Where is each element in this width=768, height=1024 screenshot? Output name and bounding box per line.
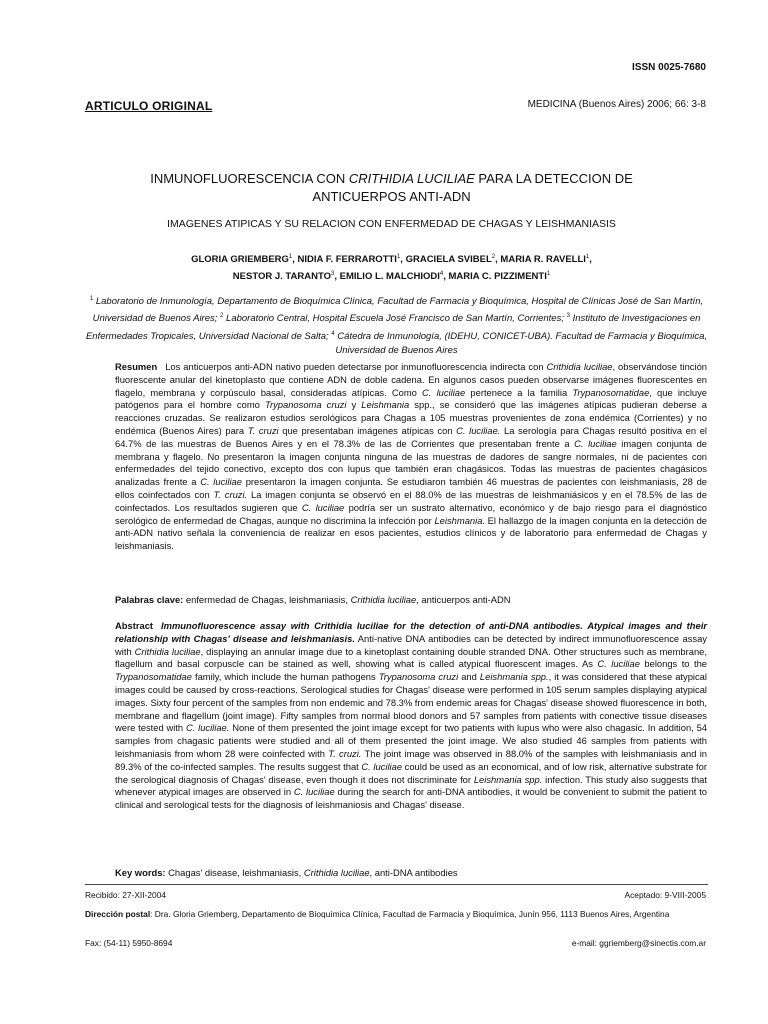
abstract-label: Abstract bbox=[115, 620, 154, 631]
title-italic: CRITHIDIA LUCILIAE bbox=[348, 171, 475, 186]
text-run: belongs to the bbox=[639, 658, 708, 670]
text-run: infection. This study also suggests that whenever atypical images are observed in bbox=[115, 773, 707, 798]
keywords-label: Key words: bbox=[115, 867, 166, 878]
palabras-label: Palabras clave: bbox=[115, 594, 184, 605]
text-run: presentaron la imagen conjunta. Se estudiaron también 46 muestras de pacientes con leishmaniasis, 28 de ellos coinfectados con bbox=[115, 476, 708, 500]
issn: ISSN 0025-7680 bbox=[632, 62, 706, 73]
author: NESTOR J. TARANTO$^3$, bbox=[232, 271, 340, 283]
italic-term: Trypanosoma cruzi bbox=[378, 671, 459, 683]
author: GRACIELA SVIBEL$^2$, bbox=[405, 254, 501, 266]
italic-term: C. luciliae bbox=[200, 476, 242, 488]
journal-citation: MEDICINA (Buenos Aires) 2006; 66: 3-8 bbox=[527, 99, 706, 110]
italic-term: Trypanosomatidae bbox=[115, 671, 192, 683]
postal-address bbox=[85, 909, 708, 920]
italic-term: C. luciliae bbox=[574, 437, 617, 449]
abstract-body bbox=[115, 633, 707, 810]
accepted-date: Aceptado: 9-VIII-2005 bbox=[624, 890, 706, 900]
text-run: , anti-DNA antibodies bbox=[369, 867, 458, 878]
italic-term: Crithidia luciliae bbox=[134, 645, 201, 657]
italic-term: Leishmania spp. bbox=[479, 671, 549, 683]
affiliation-1: Laboratorio de Inmunología, Departamento de Bioquímica Clínica, Facultad de Farmacia y Bioquímica, Hospital de Clínicas José de San Martín, Universidad de Buenos Aires; bbox=[92, 296, 704, 325]
abstract-paragraph bbox=[115, 620, 707, 812]
text-run: El hallazgo de la imagen conjunta en la detección de anti-ADN nativo señala la conveniencia de realizar en esos pacientes, estudios clínicos y de laboratorio para enfermedad de Chagas y leishmaniasis. bbox=[115, 514, 707, 552]
resumen-label: Resumen bbox=[115, 361, 158, 372]
italic-term: T. cruzi bbox=[247, 424, 279, 436]
text-run: La serología para Chagas resultó positiva en el 64.7% de las muestras de Buenos Aires y en el 78.3% de las de Corrientes que presentaban frente a bbox=[115, 424, 708, 449]
email-address: e-mail: ggriemberg@sinectis.com.ar bbox=[571, 938, 706, 948]
text-run: and bbox=[458, 671, 480, 683]
italic-term: Crithidia luciliae bbox=[303, 867, 370, 878]
text-run: , que incluye patógenos para el hombre como bbox=[115, 386, 708, 411]
address-text: : Dra. Gloria Griemberg, Departamento de Bioquímica Clínica, Facultad de Farmacia y Bioquímica, Junín 956, 1113 Buenos Aires, Argentina bbox=[150, 909, 670, 919]
text-run: , anticuerpos anti-ADN bbox=[416, 594, 511, 605]
text-run: during the search for anti-DNA antibodies, it would be convenient to submit the patient to clinical and serological tests for the diagnosis of leishmaniosis and Chagas' disease. bbox=[115, 786, 708, 811]
text-run: , displaying an annular image due to a kinetoplast containing double stranded DNA. Other structures such as membrane, flagellum and basal corpuscle can be stained as well, showing what is called atypical fluorescent images. As bbox=[115, 645, 707, 670]
title-part2: PARA LA DETECCION DE bbox=[474, 171, 633, 186]
italic-term: C. luciliae bbox=[361, 760, 403, 772]
section-label: ARTICULO ORIGINAL bbox=[85, 99, 213, 113]
text-run: Chagas' disease, leishmaniasis, bbox=[165, 867, 304, 878]
text-run: could be used as an economical, and of low risk, alternative substrate for the serological diagnosis of Chagas' disease, even though it does not discriminate for bbox=[115, 760, 707, 785]
footer-divider bbox=[85, 884, 708, 885]
author: MARIA C. PIZZIMENTI$^1$ bbox=[448, 271, 551, 283]
abstract-title: Immunofluorescence assay with Crithidia luciliae for the detection of anti-DNA antibodies. Atypical images and their relationship with Chagas' disease and leishmaniasis. bbox=[115, 620, 707, 644]
text-run: Los anticuerpos anti-ADN nativo pueden detectarse por inmunofluorescencia indirecta con bbox=[165, 361, 547, 372]
title-line2: ANTICUERPOS ANTI-ADN bbox=[312, 189, 471, 204]
keywords-body bbox=[166, 867, 458, 878]
author-list bbox=[85, 250, 698, 284]
text-run: que presentaban imágenes atípicas con bbox=[278, 424, 457, 436]
text-run: spp., se consideró que las imágenes atípicas pudieran deberse a reacciones cruzadas. Se realizaron estudios serológicos para Chagas a 105 muestras provenientes de zona endémica (Corrientes) y no endémica (Buenos Aires) para bbox=[115, 399, 708, 436]
italic-term: Trypanosoma cruzi bbox=[264, 399, 347, 411]
italic-term: C. luciliae bbox=[301, 501, 345, 513]
italic-term: Trypanosomatidae bbox=[572, 386, 650, 398]
text-run: The joint image was observed in 88.0% of the samples with leishmaniasis and in 89.3% of the co-infected samples. The results suggest that bbox=[115, 747, 708, 772]
author: EMILIO L. MALCHIODI$^4$, bbox=[339, 271, 449, 283]
text-run: pertenece a la familia bbox=[465, 386, 573, 398]
italic-term: C. luciliae bbox=[422, 386, 466, 398]
resumen-body bbox=[115, 361, 707, 551]
text-run: enfermedad de Chagas, leishmaniasis, bbox=[183, 594, 351, 605]
text-run: None of them presented the joint image except for two patients with lupus who were also chagasic. In addition, 54 samples from chagasic patients were studied and all of them presented the joint image. We also studied 46 samples from patients with leishmaniasis from whom 28 were coinfected with bbox=[115, 722, 707, 759]
key-words bbox=[115, 867, 707, 880]
text-run: , it was considered that these atypical images could be caused by cross-reactions. Serological studies for Chagas' disease were performed in 105 serum samples displaying atypical images. Sixty four percent of the samples from non endemic and 78.3% from endemic areas for Chagas' disease showed fluorescence in both, membrane and flagellum (joint image). Fifty samples from normal blood donors and 57 samples from patients with conective tissue diseases were tested with bbox=[115, 671, 707, 734]
italic-term: C. luciliae. bbox=[185, 722, 230, 734]
text-run: family, which include the human pathogens bbox=[191, 671, 379, 683]
text-run: y bbox=[346, 399, 362, 411]
author: GLORIA GRIEMBERG$^1$, bbox=[191, 254, 298, 266]
article-title bbox=[85, 170, 698, 206]
italic-term: Leishmania bbox=[361, 399, 410, 411]
italic-term: Leishmania. bbox=[434, 514, 486, 526]
author: MARIA R. RAVELLI$^1$, bbox=[500, 254, 592, 266]
italic-term: Crithidia luciliae bbox=[350, 594, 417, 605]
address-label: Dirección postal bbox=[85, 909, 151, 919]
article-subtitle: IMAGENES ATIPICAS Y SU RELACION CON ENFERMEDAD DE CHAGAS Y LEISHMANIASIS bbox=[167, 218, 616, 230]
italic-term: C. luciliae. bbox=[456, 424, 501, 436]
text-run: podría ser un sustrato alternativo, económico y de bajo riesgo para el diagnóstico serológico de enfermedad de Chagas, aunque no discrimina la infección por bbox=[115, 501, 707, 526]
text-run: La imagen conjunta se observó en el 88.0% de las muestras de leishmaniásicos y en el 78.5% de las de coinfectados. Los resultados sugieren que bbox=[115, 488, 707, 513]
text-run: imagen conjunta de membrana y flagelo. No presentaron la imagen conjunta ninguna de las muestras de dadores de sangre normales, ni de pacientes con enfermedades del tejido conectivo, excepto dos con lupus que también eran chagásicos. Todas las muestras de pacientes chagásicos analizadas frente a bbox=[115, 437, 708, 488]
title-part1: INMUNOFLUORESCENCIA CON bbox=[150, 171, 349, 186]
italic-term: T. cruzi. bbox=[328, 747, 362, 759]
affiliation-4: Cátedra de Inmunología, (IDEHU, CONICET-UBA). Facultad de Farmacia y Bioquímica, Universidad de Buenos Aires bbox=[335, 330, 708, 357]
palabras-body bbox=[183, 594, 510, 605]
italic-term: C. luciliae bbox=[597, 658, 640, 670]
italic-term: T. cruzi. bbox=[213, 488, 248, 500]
affiliation-2: Laboratorio Central, Hospital Escuela José Francisco de San Martín, Corrientes; bbox=[226, 313, 564, 325]
received-date: Recibido: 27-XII-2004 bbox=[85, 890, 167, 900]
affiliation-3: Instituto de Investigaciones en Enfermedades Tropicales, Universidad Nacional de Salta; bbox=[85, 313, 701, 342]
fax-number: Fax: (54-11) 5950-8694 bbox=[85, 938, 173, 948]
author: NIDIA F. FERRAROTTI$^1$, bbox=[297, 254, 406, 266]
italic-term: Crithidia luciliae bbox=[546, 361, 613, 372]
text-run: Anti-native DNA antibodies can be detected by indirect immunofluorescence assay with bbox=[115, 632, 707, 657]
text-run: , observándose tinción fluorescente anular del kinetoplasto que contiene ADN de doble cadena. En algunos casos pueden observarse imágenes fluorescentes en flagelo, membrana y corpúsculo basal, consideradas atípicas. Como bbox=[115, 361, 708, 398]
affiliations: $^1$ Laboratorio de Inmunología, Departamento de Bioquímica Clínica, Facultad de Farmacia y Bioquímica, Hospital de Clínicas José de San Martín, Universidad de Buenos Aires; $^2$ Laboratorio Central, Hospital Escuela José Francisco de San Martín, Corrientes; $^3$ Instituto de Investigaciones en Enfermedades Tropicales, Universidad Nacional de Salta; $^4$ Cátedra de Inmunología, (IDEHU, CONICET-UBA). Facultad de Farmacia y Bioquímica, Universidad de Buenos Aires bbox=[85, 296, 708, 357]
palabras-clave bbox=[115, 594, 707, 607]
resumen-paragraph bbox=[115, 361, 707, 553]
italic-term: Leishmania spp. bbox=[473, 773, 543, 785]
italic-term: C. luciliae bbox=[293, 786, 335, 798]
